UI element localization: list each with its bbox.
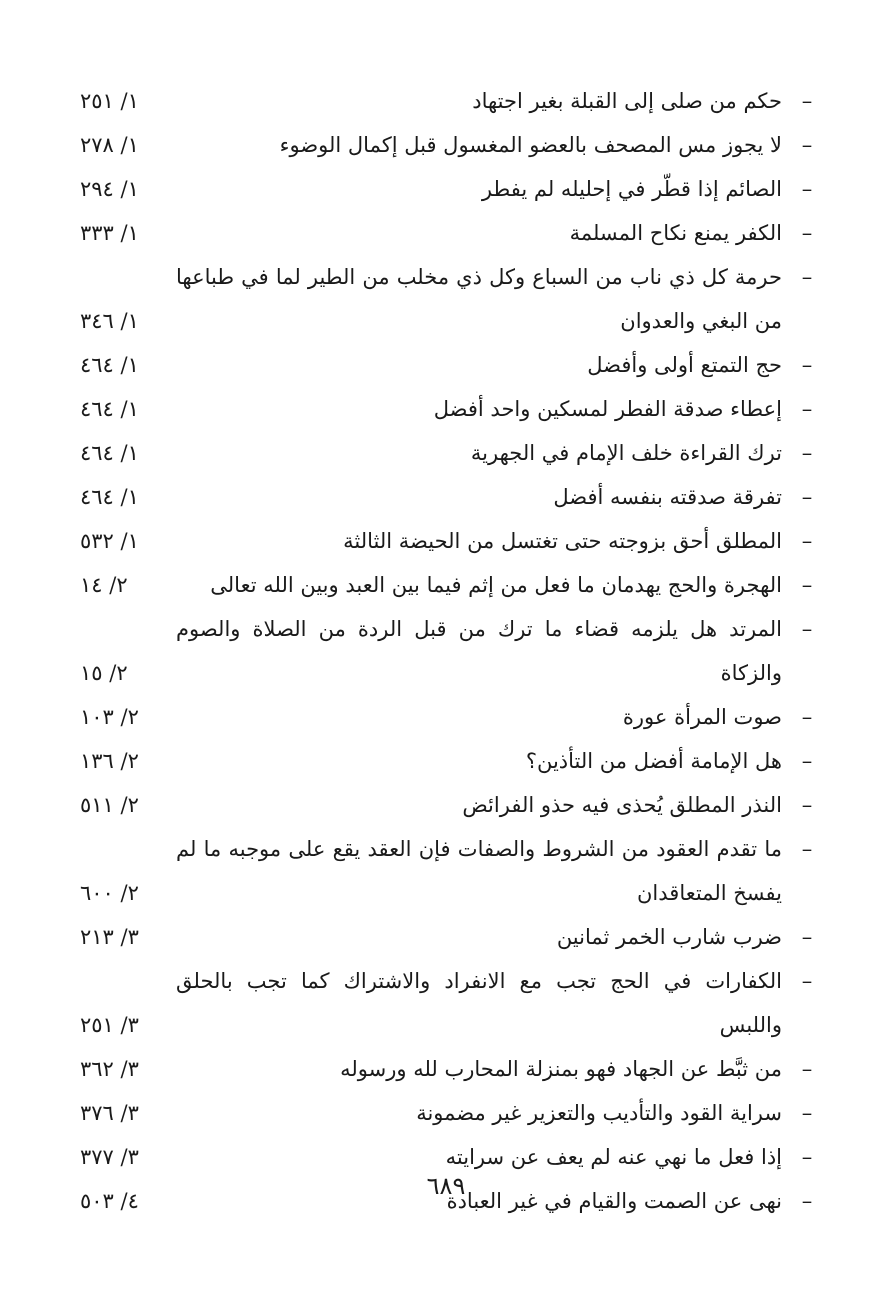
- entry-dash: –: [801, 705, 813, 729]
- entry-dash: –: [801, 1101, 813, 1125]
- index-entry: [80, 915, 820, 959]
- entry-reference: ١/ ٤٦٤: [80, 441, 139, 465]
- entry-reference: ١/ ٣٣٣: [80, 221, 139, 245]
- entry-text: حكم من صلى إلى القبلة بغير اجتهاد: [472, 89, 782, 113]
- entry-dash: –: [801, 265, 813, 289]
- index-entry: [80, 255, 820, 343]
- index-entry: [80, 79, 820, 123]
- entry-text: ما تقدم العقود من الشروط والصفات فإن العقد يقع على موجبه ما لم يفسخ المتعاقدان: [176, 837, 782, 905]
- index-entry: [80, 123, 820, 167]
- entry-reference: ٣/ ٣٧٧: [80, 1145, 139, 1169]
- entry-reference: ٢/ ١٤: [80, 573, 128, 597]
- entry-reference: ٢/ ١٥: [80, 661, 128, 685]
- entry-text: الكفر يمنع نكاح المسلمة: [569, 221, 782, 245]
- entry-reference: ٣/ ٢١٣: [80, 925, 139, 949]
- entry-dash: –: [801, 485, 813, 509]
- entry-text: النذر المطلق يُحذى فيه حذو الفرائض: [462, 793, 782, 817]
- entry-dash: –: [801, 573, 813, 597]
- entry-text: الكفارات في الحج تجب مع الانفراد والاشتراك كما تجب بالحلق واللبس: [176, 969, 782, 1037]
- entry-dash: –: [801, 397, 813, 421]
- index-entry: [80, 343, 820, 387]
- entry-text: ترك القراءة خلف الإمام في الجهرية: [470, 441, 782, 465]
- index-entry: [80, 959, 820, 1047]
- index-entry: [80, 519, 820, 563]
- entry-reference: ٣/ ٣٧٦: [80, 1101, 139, 1125]
- entry-dash: –: [801, 177, 813, 201]
- entry-reference: ٢/ ٥١١: [80, 793, 139, 817]
- entry-text: من ثبَّط عن الجهاد فهو بمنزلة المحارب لله ورسوله: [340, 1057, 782, 1081]
- entry-text: إعطاء صدقة الفطر لمسكين واحد أفضل: [433, 397, 782, 421]
- entry-dash: –: [801, 1057, 813, 1081]
- entry-reference: ١/ ٣٤٦: [80, 309, 139, 333]
- entry-text: صوت المرأة عورة: [622, 705, 782, 729]
- entry-dash: –: [801, 1145, 813, 1169]
- entry-dash: –: [801, 133, 813, 157]
- entry-text: المطلق أحق بزوجته حتى تغتسل من الحيضة الثالثة: [343, 529, 782, 553]
- entry-dash: –: [801, 221, 813, 245]
- entry-dash: –: [801, 89, 813, 113]
- entry-dash: –: [801, 969, 813, 993]
- entry-text: ضرب شارب الخمر ثمانين: [556, 925, 782, 949]
- index-entry: [80, 387, 820, 431]
- entry-text: تفرقة صدقته بنفسه أفضل: [553, 485, 782, 509]
- entry-dash: –: [801, 529, 813, 553]
- index-entry: [80, 475, 820, 519]
- entry-text: لا يجوز مس المصحف بالعضو المغسول قبل إكمال الوضوء: [279, 133, 782, 157]
- index-entry: [80, 167, 820, 211]
- index-entry: [80, 563, 820, 607]
- entry-reference: ٢/ ٦٠٠: [80, 881, 139, 905]
- entry-dash: –: [801, 1189, 813, 1213]
- page-number: ٦٨٩: [426, 1172, 466, 1200]
- index-entry: [80, 739, 820, 783]
- entry-text: هل الإمامة أفضل من التأذين؟: [525, 749, 782, 773]
- entry-text: نهى عن الصمت والقيام في غير العبادة: [446, 1189, 782, 1213]
- index-entry: [80, 1047, 820, 1091]
- index-entry: [80, 783, 820, 827]
- index-entry: [80, 695, 820, 739]
- entry-reference: ١/ ٤٦٤: [80, 485, 139, 509]
- index-entries-list: [80, 79, 820, 1223]
- entry-reference: ١/ ٤٦٤: [80, 353, 139, 377]
- index-entry: [80, 1091, 820, 1135]
- entry-dash: –: [801, 353, 813, 377]
- entry-text: سراية القود والتأديب والتعزير غير مضمونة: [416, 1101, 782, 1125]
- index-entry: [80, 431, 820, 475]
- entry-text: إذا فعل ما نهي عنه لم يعف عن سرايته: [445, 1145, 782, 1169]
- entry-text: حرمة كل ذي ناب من السباع وكل ذي مخلب من الطير لما في طباعها من البغي والعدوان: [176, 265, 782, 333]
- entry-dash: –: [801, 749, 813, 773]
- entry-dash: –: [801, 441, 813, 465]
- entry-dash: –: [801, 925, 813, 949]
- index-entry: [80, 827, 820, 915]
- entry-text: المرتد هل يلزمه قضاء ما ترك من قبل الردة من الصلاة والصوم والزكاة: [176, 617, 782, 685]
- entry-reference: ١/ ٥٣٢: [80, 529, 139, 553]
- entry-reference: ١/ ٢٥١: [80, 89, 139, 113]
- entry-text: الصائم إذا قطّر في إحليله لم يفطر: [481, 177, 782, 201]
- entry-reference: ٤/ ٥٠٣: [80, 1189, 139, 1213]
- index-entry: [80, 211, 820, 255]
- entry-reference: ١/ ٤٦٤: [80, 397, 139, 421]
- entry-reference: ٢/ ١٣٦: [80, 749, 139, 773]
- entry-dash: –: [801, 617, 813, 641]
- entry-text: حج التمتع أولى وأفضل: [587, 353, 782, 377]
- index-entry: [80, 607, 820, 695]
- entry-dash: –: [801, 793, 813, 817]
- entry-reference: ١/ ٢٧٨: [80, 133, 139, 157]
- entry-reference: ٣/ ٢٥١: [80, 1013, 139, 1037]
- entry-text: الهجرة والحج يهدمان ما فعل من إثم فيما بين العبد وبين الله تعالى: [210, 573, 782, 597]
- entry-reference: ٣/ ٣٦٢: [80, 1057, 139, 1081]
- entry-dash: –: [801, 837, 813, 861]
- entry-reference: ١/ ٢٩٤: [80, 177, 139, 201]
- entry-reference: ٢/ ١٠٣: [80, 705, 139, 729]
